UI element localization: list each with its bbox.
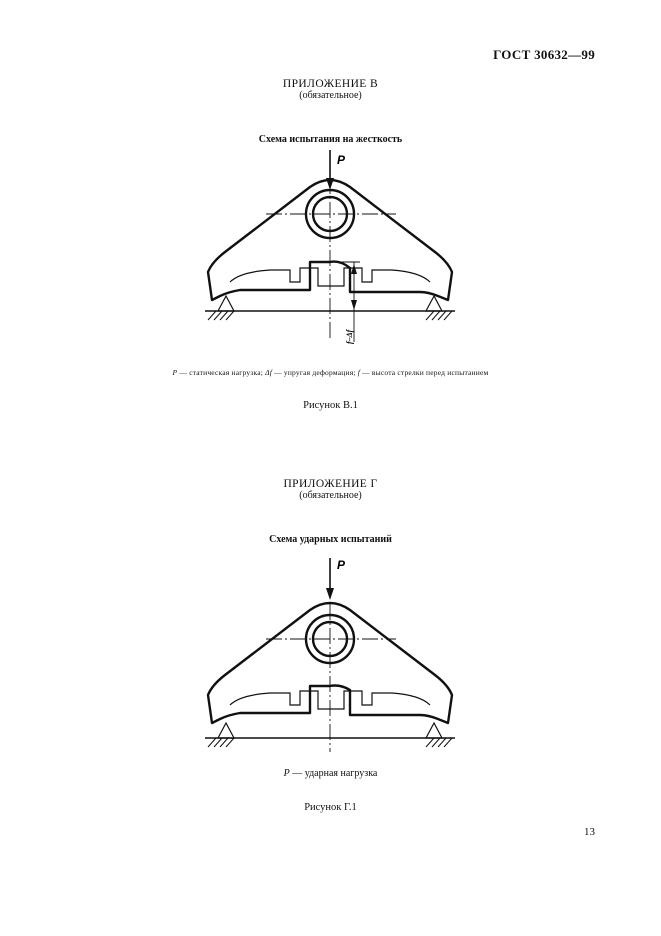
load-label: P <box>337 153 346 167</box>
deflection-arrowhead-top <box>351 264 357 274</box>
appendix-g-status: (обязательное) <box>299 490 362 501</box>
right-hatching <box>426 311 452 320</box>
appendix-g-title: ПРИЛОЖЕНИЕ Г <box>283 478 378 490</box>
legend-g-p-symbol: P <box>283 768 290 779</box>
load-arrowhead <box>326 178 334 190</box>
legend-df-text: — упругая деформация; <box>272 368 358 377</box>
deflection-label: f–Δf <box>345 329 354 344</box>
right-support <box>426 296 442 311</box>
legend-g-p-text: — ударная нагрузка <box>289 768 378 779</box>
appendix-g-legend <box>0 768 661 779</box>
impact-load-arrowhead <box>326 588 334 600</box>
impact-left-hatching <box>208 738 234 747</box>
legend-p-text: — статическая нагрузка; <box>177 368 266 377</box>
impact-right-hatching <box>426 738 452 747</box>
legend-f-symbol: f <box>357 368 360 377</box>
appendix-b-scheme-title: Схема испытания на жесткость <box>258 134 403 145</box>
stiffness-diagram-group <box>205 150 455 344</box>
impact-load-label: P <box>337 558 346 572</box>
impact-right-support <box>426 723 442 738</box>
legend-p-symbol: P <box>172 368 178 377</box>
legend-f-text: — высота стрелки перед испытанием <box>360 368 489 377</box>
impact-left-support <box>218 723 234 738</box>
page-number: 13 <box>584 826 595 838</box>
appendix-b-title: ПРИЛОЖЕНИЕ В <box>282 78 379 90</box>
figure-b1-caption: Рисунок В.1 <box>303 400 358 411</box>
figure-g1-caption: Рисунок Г.1 <box>304 802 357 813</box>
appendix-b-status: (обязательное) <box>299 90 362 101</box>
left-support <box>218 296 234 311</box>
deflection-arrowhead-bottom <box>351 300 357 310</box>
appendix-b-legend <box>0 368 661 377</box>
impact-diagram-group <box>205 558 455 752</box>
legend-df-symbol: Δf <box>265 368 273 377</box>
left-hatching <box>208 311 234 320</box>
standard-designation: ГОСТ 30632—99 <box>493 47 595 62</box>
appendix-g-scheme-title: Схема ударных испытаний <box>269 534 392 545</box>
